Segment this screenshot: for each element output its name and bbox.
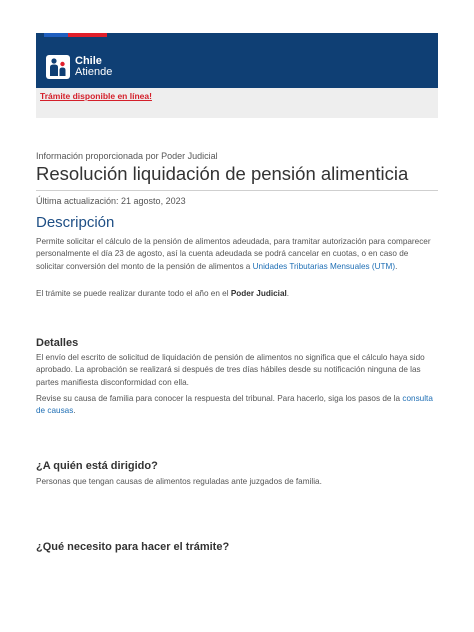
provided-by: Información proporcionada por Poder Judicial [36,151,218,161]
last-updated: Última actualización: 21 agosto, 2023 [36,196,186,206]
description-p1-end: . [395,261,398,271]
poder-judicial-text: Poder Judicial [230,289,287,298]
details-heading: Detalles [36,337,79,349]
requirements-heading: ¿Qué necesito para hacer el trámite? [36,541,230,553]
details-paragraph-2 [36,393,436,418]
page-title: Resolución liquidación de pensión alimenticia [36,163,409,184]
brand-line-1: Chile [75,55,102,67]
utm-link[interactable]: Unidades Tributarias Mensuales (UTM) [252,261,396,271]
details-paragraph-1: El envío del escrito de solicitud de liquidación de pensión de alimentos no significa que el cálculo haya sido aprobado. La aprobación se realizará si después de tres días hábiles desde su notificación ninguna de las partes manifiesta disconformidad con ella. [36,353,425,387]
details-p2-text: Revise su causa de familia para conocer la respuesta del tribunal. Para hacerlo, siga los pasos de la [36,394,403,403]
chile-atiende-logo[interactable] [46,55,112,79]
logo-text [75,56,112,78]
title-divider [36,190,438,191]
audience-text: Personas que tengan causas de alimentos reguladas ante juzgados de familia. [36,477,322,486]
chile-atiende-logo-icon [46,55,70,79]
flag-strip [44,33,107,37]
audience-heading: ¿A quién está dirigido? [36,460,158,472]
description-p2-end: . [286,289,290,298]
description-p2-text: El trámite se puede realizar durante todo el año en el [36,289,231,298]
description-p1-text: Permite solicitar el cálculo de la pensión de alimentos adeudada, para tramitar autorización para comparecer personalmente el día 23 de agosto, así la cuenta adeudada se podrá cancelar en cuotas, o en caso de solicitar conversión del monto de la pensión de alimentos a [36,237,431,271]
case-lookup-link[interactable]: consulta de causas [36,394,433,416]
description-heading: Descripción [36,214,115,231]
details-p2-end: . [73,406,76,416]
description-paragraph-2 [36,288,436,300]
online-procedure-link[interactable]: Trámite disponible en línea! [40,91,152,101]
brand-line-2: Atiende [75,66,113,78]
description-paragraph-1 [36,236,436,273]
